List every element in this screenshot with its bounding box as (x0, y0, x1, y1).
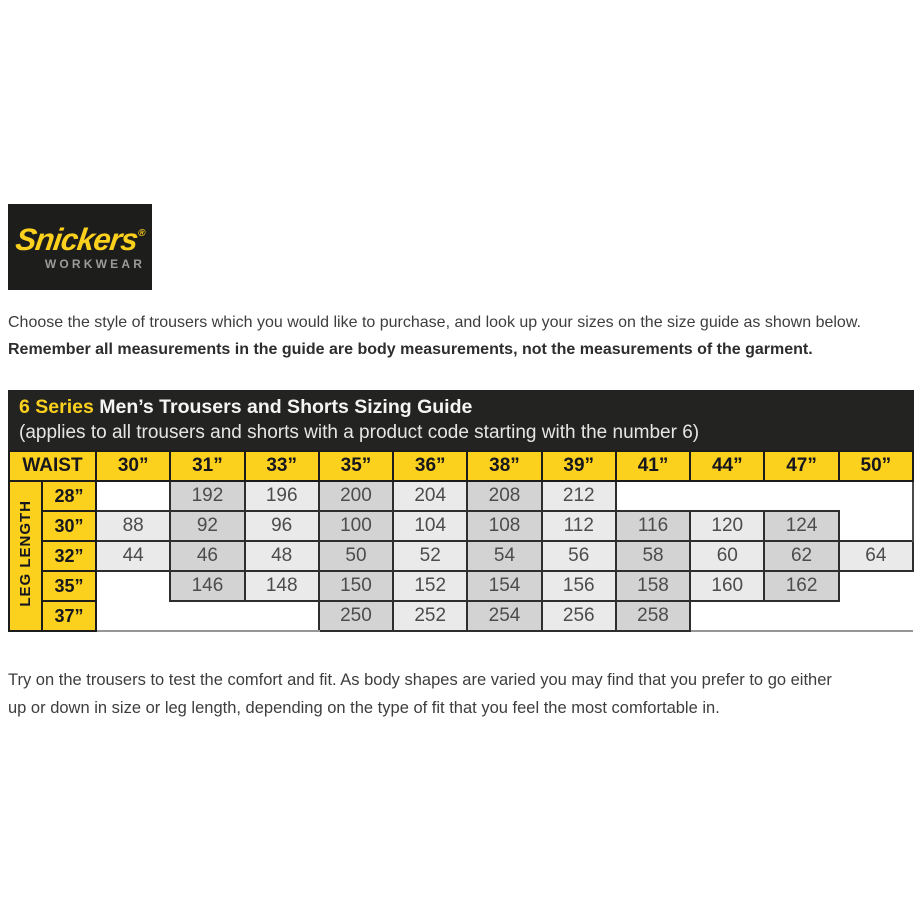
waist-size-header: 41” (616, 451, 690, 481)
leg-length-label: 32” (42, 541, 96, 571)
waist-size-header: 50” (839, 451, 913, 481)
leg-row-30 (9, 511, 913, 541)
logo-brand-text: Snickers (13, 222, 140, 257)
guide-title-text: Men’s Trousers and Shorts Sizing Guide (93, 396, 473, 418)
waist-size-header: 39” (542, 451, 616, 481)
size-cell: 256 (542, 601, 616, 631)
size-cell: 46 (170, 541, 244, 571)
size-cell (839, 511, 913, 541)
logo-workwear-text: WORKWEAR (44, 257, 146, 271)
logo-brand-script (13, 224, 146, 255)
size-cell: 196 (245, 481, 319, 511)
size-cell: 104 (393, 511, 467, 541)
size-cell (170, 601, 244, 631)
size-cell: 160 (690, 571, 764, 601)
size-cell: 150 (319, 571, 393, 601)
size-cell: 158 (616, 571, 690, 601)
waist-size-header: 31” (170, 451, 244, 481)
size-cell: 60 (690, 541, 764, 571)
size-cell: 92 (170, 511, 244, 541)
size-cell: 204 (393, 481, 467, 511)
size-cell: 258 (616, 601, 690, 631)
size-cell: 200 (319, 481, 393, 511)
size-cell (764, 481, 838, 511)
size-cell (616, 481, 690, 511)
waist-size-header: 38” (467, 451, 541, 481)
size-cell: 88 (96, 511, 170, 541)
size-cell: 154 (467, 571, 541, 601)
intro-paragraph: Choose the style of trousers which you would like to purchase, and look up your sizes on the size guide as shown below. (8, 314, 861, 331)
size-cell: 112 (542, 511, 616, 541)
size-cell: 116 (616, 511, 690, 541)
size-cell: 108 (467, 511, 541, 541)
waist-size-header: 35” (319, 451, 393, 481)
size-cell: 54 (467, 541, 541, 571)
leg-row-35 (9, 571, 913, 601)
size-cell: 124 (764, 511, 838, 541)
size-cell: 44 (96, 541, 170, 571)
size-cell: 58 (616, 541, 690, 571)
waist-size-header: 47” (764, 451, 838, 481)
size-cell: 52 (393, 541, 467, 571)
size-cell: 208 (467, 481, 541, 511)
size-grid (8, 450, 914, 632)
size-cell: 162 (764, 571, 838, 601)
size-cell: 64 (839, 541, 913, 571)
leg-length-axis-label: LEG LENGTH (9, 481, 42, 631)
leg-length-label: 30” (42, 511, 96, 541)
leg-row-28 (9, 481, 913, 511)
size-cell (839, 571, 913, 601)
guide-title (19, 395, 903, 420)
size-cell: 146 (170, 571, 244, 601)
intro-paragraph-bold: Remember all measurements in the guide are body measurements, not the measurements of the garment. (8, 341, 813, 358)
size-cell: 96 (245, 511, 319, 541)
size-cell: 56 (542, 541, 616, 571)
size-cell (690, 601, 764, 631)
guide-title-bar (8, 390, 914, 450)
size-cell: 152 (393, 571, 467, 601)
size-cell: 192 (170, 481, 244, 511)
size-cell: 254 (467, 601, 541, 631)
size-cell (764, 601, 838, 631)
waist-header-row (9, 451, 913, 481)
size-cell (245, 601, 319, 631)
waist-size-header: 33” (245, 451, 319, 481)
size-cell: 148 (245, 571, 319, 601)
leg-row-32 (9, 541, 913, 571)
size-cell: 62 (764, 541, 838, 571)
leg-length-label: 28” (42, 481, 96, 511)
waist-corner-label: WAIST (9, 451, 96, 481)
sizing-guide-table (8, 390, 914, 632)
guide-subtitle: (applies to all trousers and shorts with a product code starting with the number 6) (19, 422, 700, 443)
size-cell: 48 (245, 541, 319, 571)
waist-size-header: 30” (96, 451, 170, 481)
leg-row-37 (9, 601, 913, 631)
registered-trademark-icon: ® (137, 228, 146, 239)
guide-series-label: 6 Series (19, 396, 94, 418)
size-cell: 212 (542, 481, 616, 511)
size-cell (839, 601, 913, 631)
waist-size-header: 36” (393, 451, 467, 481)
size-cell: 100 (319, 511, 393, 541)
footer-note: Try on the trousers to test the comfort and fit. As body shapes are varied you may find that you prefer to go either up or down in size or leg length, depending on the type of fit that you feel the most comfortable in. (8, 671, 832, 717)
snickers-logo (8, 204, 152, 290)
size-cell (690, 481, 764, 511)
size-cell: 50 (319, 541, 393, 571)
size-cell: 250 (319, 601, 393, 631)
size-cell: 156 (542, 571, 616, 601)
leg-length-label: 37” (42, 601, 96, 631)
size-cell (96, 481, 170, 511)
waist-size-header: 44” (690, 451, 764, 481)
size-cell (96, 601, 170, 631)
size-cell (96, 571, 170, 601)
size-cell: 252 (393, 601, 467, 631)
leg-length-label: 35” (42, 571, 96, 601)
size-cell: 120 (690, 511, 764, 541)
size-cell (839, 481, 913, 511)
